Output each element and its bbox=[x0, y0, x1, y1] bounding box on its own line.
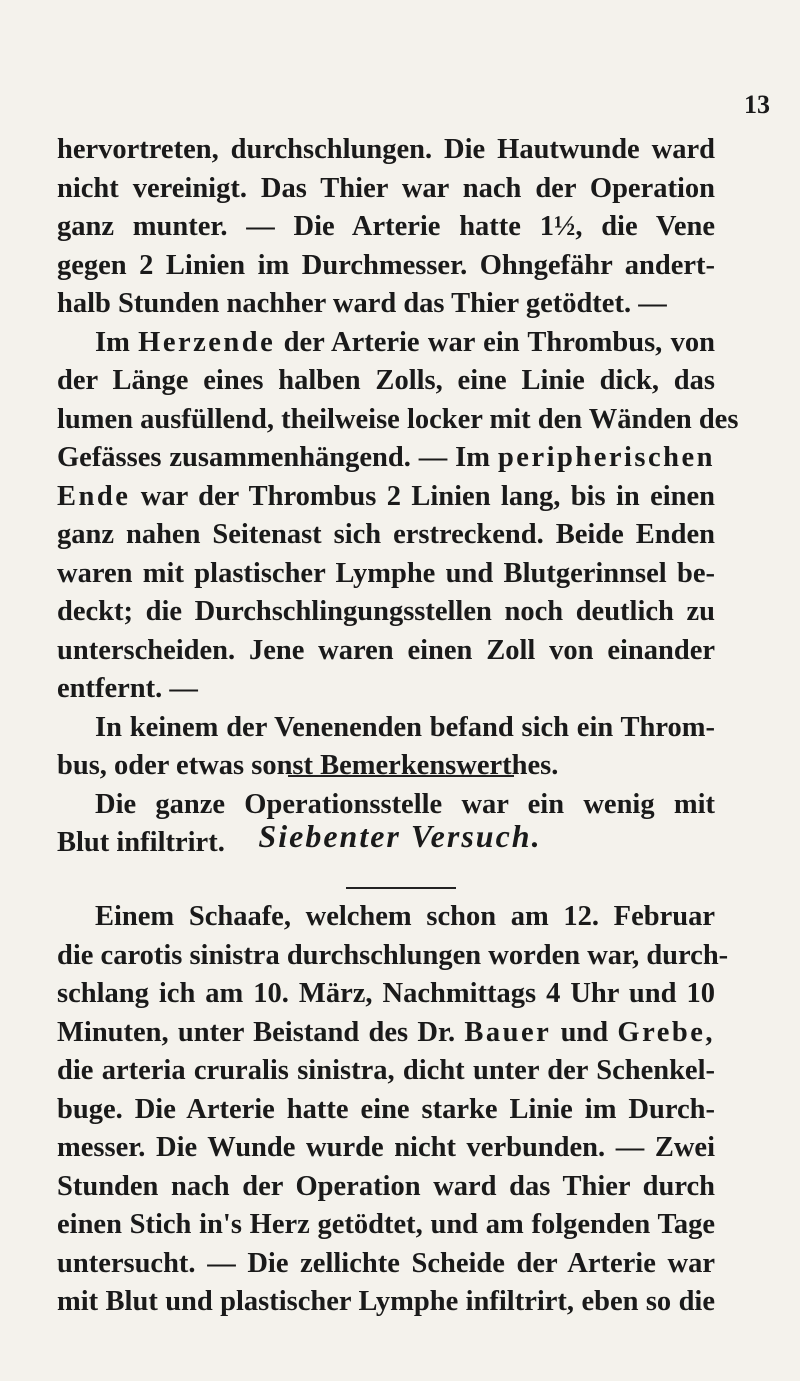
paragraph-experiment-seven bbox=[57, 898, 729, 1322]
text-line: die arteria cruralis sinistra, dicht unter der Schenkel- bbox=[57, 1055, 715, 1086]
section-heading: Siebenter Versuch. bbox=[258, 818, 542, 854]
text-line: Einem Schaafe, welchem schon am 12. Februar bbox=[95, 901, 715, 932]
person-name: Grebe, bbox=[617, 1016, 715, 1048]
text-line: ganz nahen Seitenast sich erstreckend. Beide Enden bbox=[57, 519, 715, 550]
text-line: unterscheiden. Jene waren einen Zoll von einander bbox=[57, 634, 715, 666]
text-line: Minuten, unter Beistand des Dr. Bauer und Grebe, bbox=[57, 1016, 715, 1048]
text-line: Blut infiltrirt. bbox=[57, 827, 225, 858]
emphasized-term: peripherischen bbox=[497, 442, 716, 473]
text-line: In keinem der Venenenden befand sich ein Throm- bbox=[95, 711, 715, 743]
text-line: waren mit plastischer Lymphe und Blutgerinnsel be- bbox=[57, 557, 715, 589]
section-rule-bottom bbox=[346, 887, 456, 889]
text-line: schlang ich am 10. März, Nachmittags 4 Uhr und 10 bbox=[57, 978, 715, 1009]
text-line: der Länge eines halben Zolls, eine Linie dick, das bbox=[57, 365, 715, 396]
text-line: die carotis sinistra durchschlungen worden war, durch- bbox=[57, 939, 729, 971]
text-line: Die ganze Operationsstelle war ein wenig mit bbox=[95, 788, 715, 820]
text-line: entfernt. — bbox=[57, 673, 198, 704]
text-line: deckt; die Durchschlingungsstellen noch deutlich zu bbox=[57, 596, 715, 627]
text-line: buge. Die Arterie hatte eine starke Linie im Durch- bbox=[57, 1093, 715, 1125]
text-line: nicht vereinigt. Das Thier war nach der Operation bbox=[57, 172, 715, 204]
paragraph-continuation bbox=[57, 131, 739, 863]
text-line: hervortreten, durchschlungen. Die Hautwunde ward bbox=[57, 134, 715, 165]
text-line: einen Stich in's Herz getödtet, und am folgenden Tage bbox=[57, 1209, 715, 1240]
text-line: Gefässes zusammenhängend. — Im peripherischen bbox=[57, 442, 716, 473]
text-line: Stunden nach der Operation ward das Thier durch bbox=[57, 1170, 715, 1202]
text-line: bus, oder etwas sonst Bemerkenswerthes. bbox=[57, 750, 559, 781]
text-line: Im Herzende der Arterie war ein Thrombus, von bbox=[95, 326, 715, 358]
emphasized-term: Herzende bbox=[138, 326, 276, 358]
text-line: mit Blut und plastischer Lymphe infiltrirt, eben so die bbox=[57, 1286, 715, 1317]
text-line: halb Stunden nachher ward das Thier getödtet. — bbox=[57, 288, 667, 319]
section-rule-top bbox=[288, 775, 514, 777]
text-line: gegen 2 Linien im Durchmesser. Ohngefähr andert- bbox=[57, 249, 715, 281]
person-name: Bauer bbox=[464, 1016, 552, 1048]
emphasized-term: Ende bbox=[57, 480, 131, 512]
text-line: untersucht. — Die zellichte Scheide der Arterie war bbox=[57, 1247, 715, 1279]
text-line: ganz munter. — Die Arterie hatte 1½, die Vene bbox=[57, 211, 715, 242]
text-line: messer. Die Wunde wurde nicht verbunden. — Zwei bbox=[57, 1132, 715, 1163]
text-line: lumen ausfüllend, theilweise locker mit den Wänden des bbox=[57, 403, 739, 435]
page-number: 13 bbox=[744, 90, 770, 119]
text-line: Ende war der Thrombus 2 Linien lang, bis in einen bbox=[57, 480, 715, 512]
